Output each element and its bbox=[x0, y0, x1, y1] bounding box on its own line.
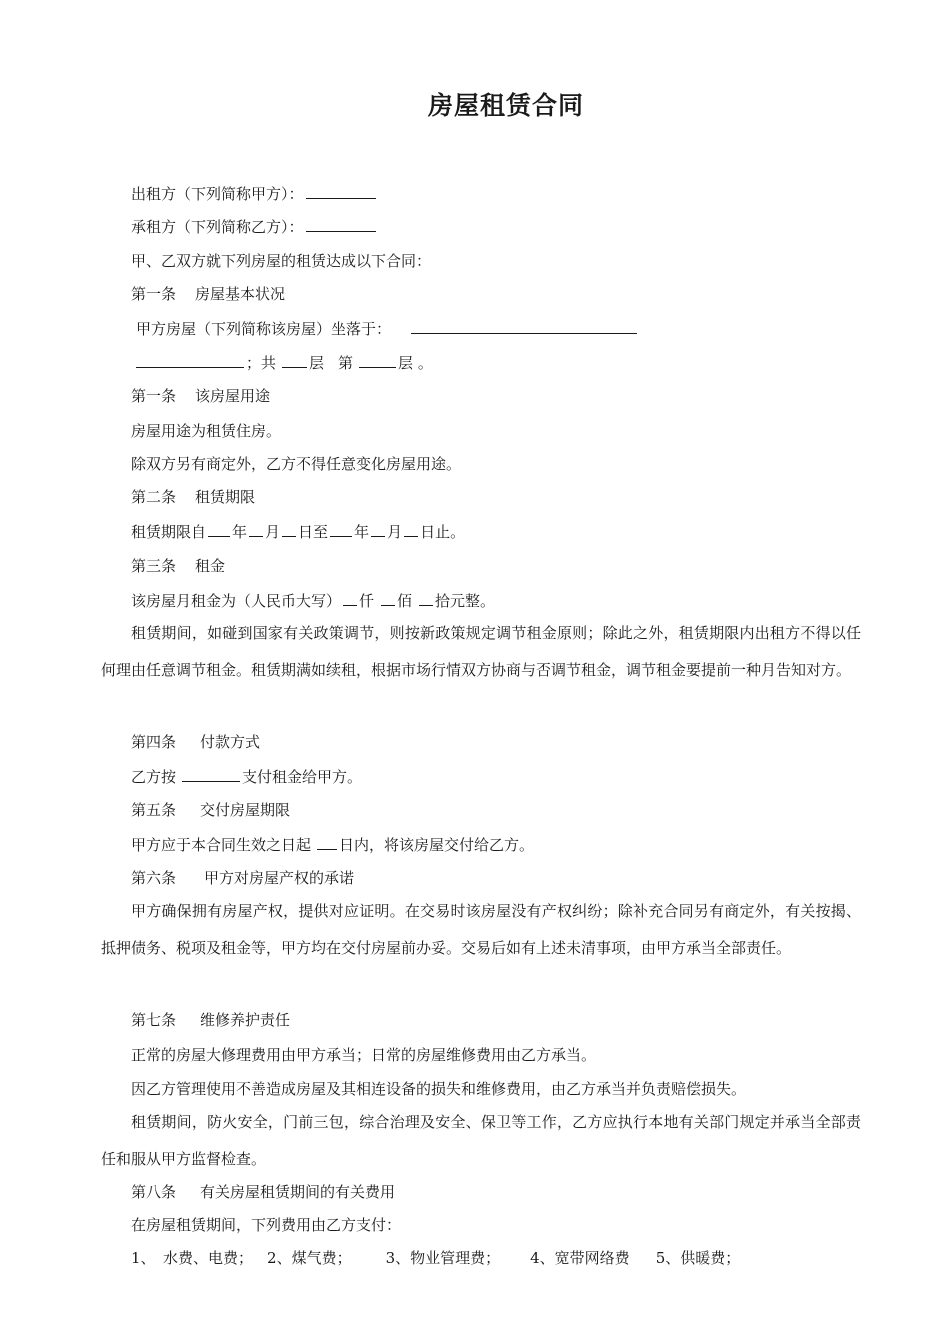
start-year-blank bbox=[208, 521, 230, 537]
rent-hundreds-blank bbox=[381, 590, 395, 606]
delivery-line bbox=[131, 834, 534, 855]
tens-unit: 拾元整。 bbox=[435, 592, 496, 610]
total-floors-blank bbox=[282, 352, 307, 368]
end-day-blank bbox=[404, 521, 418, 537]
year-unit: 年 bbox=[354, 523, 370, 541]
article-7-heading bbox=[131, 1010, 290, 1030]
rent-tens-blank bbox=[419, 590, 433, 606]
maintenance-line-2: 因乙方管理使用不善造成房屋及其相连设备的损失和维修费用，由乙方承当并负责赔偿损失。 bbox=[131, 1080, 747, 1098]
hundreds-unit: 佰 bbox=[397, 592, 413, 610]
rent-thousands-blank bbox=[343, 590, 357, 606]
article-title: 房屋基本状况 bbox=[195, 285, 286, 303]
article-number: 第四条 bbox=[131, 733, 177, 751]
payment-label: 乙方按 bbox=[131, 768, 177, 786]
article-2-heading bbox=[131, 487, 255, 507]
use-line-1: 房屋用途为租赁住房。 bbox=[131, 422, 282, 440]
article-number: 第五条 bbox=[131, 801, 177, 819]
fees-intro: 在房屋租赁期间，下列费用由乙方支付： bbox=[131, 1216, 402, 1234]
article-number: 第六条 bbox=[131, 869, 177, 887]
payment-line bbox=[131, 766, 362, 787]
end-year-blank bbox=[330, 521, 352, 537]
payment-suffix: 支付租金给甲方。 bbox=[242, 768, 363, 786]
use-line-2: 除双方另有商定外，乙方不得任意变化房屋用途。 bbox=[131, 455, 462, 473]
fee-item: 5、供暖费； bbox=[655, 1249, 741, 1267]
floor-total-label: ；共 bbox=[246, 354, 277, 372]
lessee-line bbox=[131, 216, 378, 237]
article-title: 交付房屋期限 bbox=[200, 801, 291, 819]
article-title: 甲方对房屋产权的承诺 bbox=[204, 869, 355, 887]
article-number: 第二条 bbox=[131, 488, 177, 506]
term-label: 租赁期限自 bbox=[131, 523, 207, 541]
term-line bbox=[131, 521, 465, 542]
end-month-blank bbox=[371, 521, 385, 537]
lessor-label: 出租方（下列简称甲方）： bbox=[131, 185, 304, 203]
article-title: 租赁期限 bbox=[195, 488, 256, 506]
article-number: 第一条 bbox=[131, 285, 177, 303]
year-unit: 年 bbox=[232, 523, 248, 541]
article-title: 维修养护责任 bbox=[200, 1011, 291, 1029]
article-title: 该房屋用途 bbox=[195, 387, 271, 405]
floor-line bbox=[134, 352, 433, 373]
document-title: 房屋租赁合同 bbox=[427, 91, 584, 120]
article-title: 有关房屋租赁期间的有关费用 bbox=[200, 1183, 396, 1201]
intro-line: 甲、乙双方就下列房屋的租赁达成以下合同： bbox=[131, 252, 432, 270]
article-3-heading bbox=[131, 556, 225, 576]
article-title: 付款方式 bbox=[200, 733, 261, 751]
lessor-blank bbox=[306, 183, 376, 199]
safety-paragraph: 租赁期间，防火安全，门前三包，综合治理及安全、保卫等工作，乙方应执行本地有关部门规定并承当全部责任和服从甲方监督检查。 bbox=[101, 1113, 861, 1168]
location-blank bbox=[411, 318, 637, 334]
rent-amount-line bbox=[131, 590, 495, 611]
day-unit: 日止。 bbox=[420, 523, 466, 541]
delivery-label: 甲方应于本合同生效之日起 bbox=[131, 836, 312, 854]
article-number: 第七条 bbox=[131, 1011, 177, 1029]
fees-list bbox=[131, 1248, 740, 1268]
lessee-blank bbox=[306, 216, 376, 232]
floor-number-blank bbox=[359, 352, 396, 368]
delivery-suffix: 日内，将该房屋交付给乙方。 bbox=[339, 836, 535, 854]
fee-item: 4、宽带网络费 bbox=[530, 1249, 630, 1267]
start-month-blank bbox=[249, 521, 263, 537]
article-8-heading bbox=[131, 1182, 395, 1202]
article-1b-heading bbox=[131, 386, 270, 406]
article-1-heading bbox=[131, 284, 285, 304]
maintenance-line-1: 正常的房屋大修理费用由甲方承当；日常的房屋维修费用由乙方承当。 bbox=[131, 1046, 597, 1064]
floor-unit: 层 bbox=[309, 354, 325, 372]
article-number: 第八条 bbox=[131, 1183, 177, 1201]
location-line bbox=[136, 318, 639, 339]
thousands-unit: 仟 bbox=[359, 592, 375, 610]
lessor-line bbox=[131, 183, 378, 204]
delivery-days-blank bbox=[317, 834, 337, 850]
fee-item: 3、物业管理费； bbox=[385, 1249, 501, 1267]
article-title: 租金 bbox=[195, 557, 226, 575]
month-unit: 月 bbox=[387, 523, 403, 541]
rent-adjustment-paragraph: 租赁期间，如碰到国家有关政策调节，则按新政策规定调节租金原则；除此之外，租赁期限内出租方不得以任何理由任意调节租金。租赁期满如续租，根据市场行情双方协商与否调节租金，调节租金要提前一种月告知对方。 bbox=[101, 624, 861, 679]
article-number: 第一条 bbox=[131, 387, 177, 405]
day-unit: 日至 bbox=[298, 523, 329, 541]
lessee-label: 承租方（下列简称乙方）： bbox=[131, 218, 304, 236]
fee-item: 2、煤气费； bbox=[267, 1249, 352, 1267]
article-6-heading bbox=[131, 868, 354, 888]
rent-label: 该房屋月租金为（人民币大写） bbox=[131, 592, 342, 610]
address-blank bbox=[136, 352, 244, 368]
floor-unit: 层 。 bbox=[398, 354, 433, 372]
fee-item: 1、 水费、电费； bbox=[131, 1249, 254, 1267]
location-label: 甲方房屋（下列简称该房屋）坐落于： bbox=[136, 320, 392, 338]
floor-number-label: 第 bbox=[338, 354, 354, 372]
payment-method-blank bbox=[182, 766, 240, 782]
start-day-blank bbox=[282, 521, 296, 537]
article-number: 第三条 bbox=[131, 557, 177, 575]
month-unit: 月 bbox=[265, 523, 281, 541]
ownership-paragraph: 甲方确保拥有房屋产权，提供对应证明。在交易时该房屋没有产权纠纷；除补充合同另有商定外，有关按揭、抵押债务、税项及租金等，甲方均在交付房屋前办妥。交易后如有上述未清事项，由甲方承当全部责任。 bbox=[101, 902, 861, 957]
article-5-heading bbox=[131, 800, 290, 820]
article-4-heading bbox=[131, 732, 260, 752]
